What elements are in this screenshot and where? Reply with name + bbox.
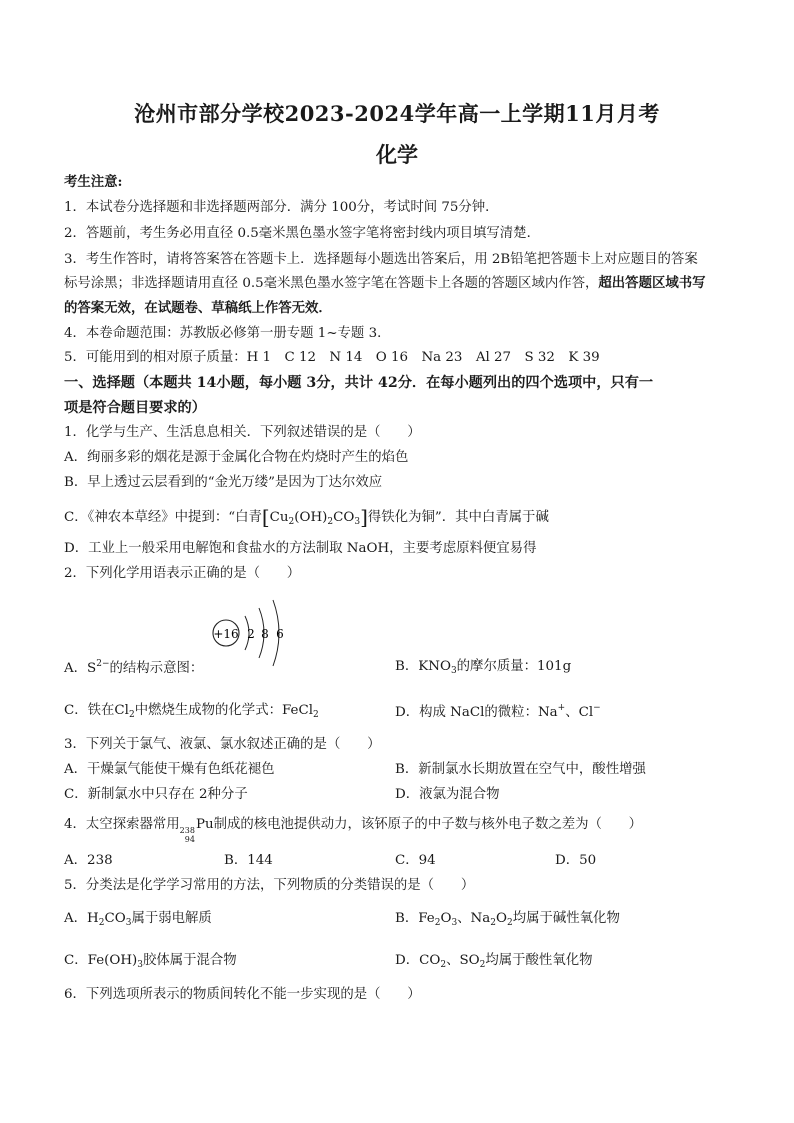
q6-stem: 6．下列选项所表示的物质间转化不能一步实现的是（ ）	[64, 987, 421, 1002]
q2-option-c	[64, 704, 319, 720]
subject-title: 化学	[376, 142, 418, 167]
option-text: 的摩尔质量：101g	[456, 659, 572, 674]
subscript: 2	[434, 918, 441, 928]
subscript: 2	[490, 918, 496, 928]
subscript: 3	[125, 918, 132, 928]
section-heading-line-1: 一、选择题（本题共 14小题，每小题 3分，共计 42分．在每小题列出的四个选项中，只有一	[64, 375, 654, 391]
subscript: 2	[479, 960, 486, 970]
q4-option-b: B．144	[224, 853, 273, 868]
right-bracket: ]	[360, 505, 368, 529]
option-text: 中燃烧生成物的化学式：FeCl	[134, 703, 313, 718]
q3-option-b: B．新制氯水长期放置在空气中，酸性增强	[395, 762, 646, 777]
option-text: A．H	[64, 911, 99, 926]
q3-stem: 3．下列关于氯气、液氯、氯水叙述正确的是（ ）	[64, 737, 381, 752]
note-3-plain: 标号涂黑；非选择题请用直径 0.5毫米黑色墨水签字笔在答题卡上各题的答题区域内作答，	[64, 276, 599, 291]
q4-stem	[64, 818, 642, 844]
sulfur-ion-structure-diagram	[205, 596, 295, 672]
isotope-numbers	[180, 826, 195, 844]
q1-c-text: C．《神农本草经》中提到：“白青	[64, 510, 262, 525]
section-heading-line-2: 项是符合题目要求的）	[64, 400, 206, 416]
q2-option-a	[64, 660, 203, 675]
option-text: CO	[104, 911, 126, 926]
option-text: 的结构示意图：	[109, 661, 204, 676]
q3-option-d: D．液氯为混合物	[395, 787, 500, 802]
option-text: 、SO	[446, 953, 480, 968]
option-text: 均属于碱性氧化物	[512, 911, 620, 926]
q3-option-c: C．新制氯水中只存在 2种分子	[64, 787, 248, 802]
superscript: +	[557, 703, 566, 713]
q1-option-d: D．工业上一般采用电解饱和食盐水的方法制取 NaOH，主要考虑原料便宜易得	[64, 541, 537, 556]
option-text: A．S	[64, 661, 97, 676]
q1-option-a: A．绚丽多彩的烟花是源于金属化合物在灼烧时产生的焰色	[64, 450, 409, 465]
q1-option-c	[64, 507, 549, 527]
q1-c-tail: 得铁化为铜”．其中白青属于碱	[367, 510, 549, 525]
formula-part: CO	[333, 510, 355, 525]
option-text: O	[496, 911, 507, 926]
option-text: O	[440, 911, 452, 926]
note-3-line-2	[64, 277, 706, 290]
superscript: −	[593, 703, 601, 713]
subscript: 2	[98, 918, 105, 928]
nucleus-charge: +16	[213, 627, 239, 641]
option-text: D．CO	[395, 953, 441, 968]
subscript: 2	[327, 517, 334, 527]
q4-option-c: C．94	[395, 853, 436, 868]
element-symbol: Pu	[195, 817, 214, 832]
q4-option-d: D．50	[555, 853, 597, 868]
option-text: 、Cl	[565, 705, 594, 720]
note-2: 2．答题前，考生务必用直径 0.5毫米黑色墨水签字笔将密封线内项目填写清楚．	[64, 226, 540, 241]
option-text: 属于弱电解质	[131, 911, 212, 926]
subscript: 3	[354, 517, 361, 527]
note-4: 4．本卷命题范围：苏教版必修第一册专题 1~专题 3．	[64, 326, 391, 341]
subscript: 3	[450, 666, 457, 676]
page-title: 沧州市部分学校2023-2024学年高一上学期11月月考	[134, 101, 660, 126]
q4-stem-text: 制成的核电池提供动力，该钚原子的中子数与核外电子数之差为（ ）	[213, 817, 643, 832]
note-3-bold: 超出答题区域书写	[598, 275, 706, 291]
note-3-line-1: 3．考生作答时，请将答案答在答题卡上．选择题每小题选出答案后，用 2B铅笔把答题卡上对应题目的答案	[64, 252, 698, 267]
q4-stem-text: 4．太空探索器常用	[64, 817, 180, 832]
q5-option-d	[395, 954, 593, 970]
q2-stem: 2．下列化学用语表示正确的是（ ）	[64, 566, 301, 581]
note-3-line-3: 的答案无效，在试题卷、草稿纸上作答无效．	[64, 300, 332, 316]
left-bracket: [	[261, 505, 270, 529]
option-text: C．Fe(OH)	[64, 953, 138, 968]
shell-1-electrons: 2	[247, 627, 255, 641]
subscript: 2	[313, 710, 319, 720]
q5-stem: 5．分类法是化学学习常用的方法，下列物质的分类错误的是（ ）	[64, 878, 475, 893]
option-text: 、Na	[457, 911, 491, 926]
subscript: 2	[440, 960, 447, 970]
mass-number: 238	[179, 826, 195, 835]
option-text: B．KNO	[395, 659, 451, 674]
shell-2-electrons: 8	[261, 627, 269, 641]
q1-option-b: B．早上透过云层看到的“金光万缕”是因为丁达尔效应	[64, 475, 383, 490]
option-text: C．铁在Cl	[64, 703, 129, 718]
q2-option-d	[395, 704, 601, 719]
notes-heading: 考生注意:	[64, 174, 123, 190]
subscript: 2	[506, 918, 513, 928]
superscript: 2−	[96, 659, 110, 669]
q5-option-a	[64, 912, 212, 928]
q3-option-a: A．干燥氯气能使干燥有色纸花褪色	[64, 762, 275, 777]
formula-part: Cu	[269, 510, 289, 525]
option-text: 均属于酸性氧化物	[485, 953, 593, 968]
option-text: B．Fe	[395, 911, 435, 926]
subscript: 3	[451, 918, 458, 928]
q4-option-a: A．238	[64, 853, 113, 868]
option-text: 胶体属于混合物	[142, 953, 237, 968]
subscript: 2	[288, 517, 295, 527]
atomic-number: 94	[184, 835, 195, 844]
shell-3-electrons: 6	[276, 627, 284, 641]
q5-option-b	[395, 912, 620, 928]
note-5: 5．可能用到的相对原子质量：H 1 C 12 N 14 O 16 Na 23 Al 27 S 32 K 39	[64, 350, 600, 365]
subscript: 3	[137, 960, 143, 970]
formula-part: (OH)	[294, 510, 328, 525]
q1-stem: 1．化学与生产、生活息息相关．下列叙述错误的是（ ）	[64, 425, 421, 440]
q2-option-b	[395, 660, 571, 676]
note-1: 1．本试卷分选择题和非选择题两部分．满分 100分，考试时间 75分钟．	[64, 200, 499, 215]
q5-option-c	[64, 954, 237, 970]
option-text: D．构成 NaCl的微粒：Na	[395, 705, 558, 720]
subscript: 2	[128, 710, 135, 720]
